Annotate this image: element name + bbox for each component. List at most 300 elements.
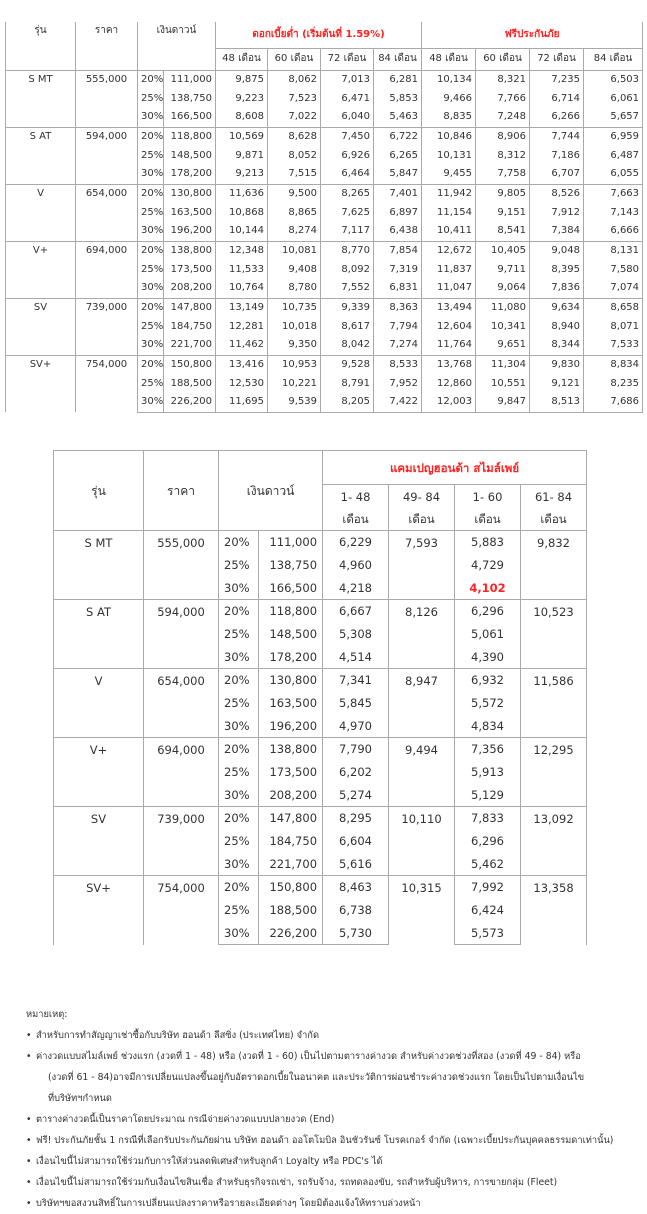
installment-free-insurance: 8,835 [422,108,476,127]
down-percent: 25% [138,203,164,222]
vehicle-price: 754,000 [76,355,138,412]
table-row [6,241,643,260]
installment-free-insurance: 9,651 [476,336,530,355]
installment-1-48: 5,616 [323,853,389,876]
table-row [6,70,643,89]
down-amount: 208,200 [164,279,216,298]
installment-1-48: 6,604 [323,830,389,853]
installment-free-insurance: 6,714 [530,89,584,108]
table-row [6,127,643,146]
vehicle-price: 739,000 [76,298,138,355]
installment-1-48: 8,463 [323,876,389,899]
installment-49-84: 8,126 [389,600,455,669]
installment-low-rate: 6,040 [321,108,374,127]
installment-free-insurance: 6,061 [584,89,643,108]
vehicle-price: 694,000 [144,738,219,807]
installment-free-insurance: 7,248 [476,108,530,127]
down-amount: 130,800 [259,669,323,692]
installment-1-60: 5,129 [455,784,521,807]
model-name: S AT [6,127,76,184]
model-name: SV+ [6,355,76,412]
installment-49-84: 8,947 [389,669,455,738]
table1-header-row [6,22,643,48]
model-name: S AT [54,600,144,669]
installment-free-insurance: 7,912 [530,203,584,222]
notes-section [26,1004,626,1214]
installment-free-insurance: 8,235 [584,374,643,393]
installment-1-48: 7,341 [323,669,389,692]
installment-1-60: 6,296 [455,600,521,623]
installment-1-48: 5,845 [323,692,389,715]
installment-1-60: 5,061 [455,623,521,646]
installment-free-insurance: 6,055 [584,165,643,184]
down-amount: 163,500 [259,692,323,715]
month-header: 72 เดือน [530,48,584,70]
installment-free-insurance: 10,341 [476,317,530,336]
down-amount: 188,500 [259,899,323,922]
installment-low-rate: 6,281 [374,70,422,89]
installment-1-48: 6,667 [323,600,389,623]
down-percent: 20% [138,127,164,146]
installment-1-60: 5,573 [455,922,521,945]
table-row [6,355,643,374]
down-amount: 150,800 [164,355,216,374]
installment-free-insurance: 10,551 [476,374,530,393]
installment-low-rate: 9,223 [216,89,268,108]
down-amount: 178,200 [259,646,323,669]
installment-1-60: 4,834 [455,715,521,738]
installment-1-60: 5,572 [455,692,521,715]
down-percent: 30% [219,922,259,945]
installment-low-rate: 8,533 [374,355,422,374]
installment-free-insurance: 9,830 [530,355,584,374]
vehicle-price: 654,000 [76,184,138,241]
down-amount: 138,800 [164,241,216,260]
down-amount: 166,500 [259,577,323,600]
vehicle-price: 555,000 [76,70,138,127]
table-row [54,738,587,761]
installment-low-rate: 10,221 [268,374,321,393]
down-percent: 30% [138,108,164,127]
month-header: 60 เดือน [476,48,530,70]
installment-49-84: 10,110 [389,807,455,876]
table-row [54,807,587,830]
down-percent: 25% [138,317,164,336]
installment-free-insurance: 9,847 [476,393,530,412]
installment-free-insurance: 8,321 [476,70,530,89]
installment-low-rate: 7,450 [321,127,374,146]
installment-low-rate: 8,062 [268,70,321,89]
installment-61-84: 9,832 [521,531,587,600]
month-header: 49- 84 เดือน [389,485,455,531]
installment-low-rate: 11,636 [216,184,268,203]
table-row [54,600,587,623]
down-percent: 20% [138,241,164,260]
installment-1-48: 6,738 [323,899,389,922]
table-row [54,531,587,554]
installment-low-rate: 9,213 [216,165,268,184]
down-amount: 173,500 [259,761,323,784]
installment-free-insurance: 6,266 [530,108,584,127]
installment-free-insurance: 11,047 [422,279,476,298]
header-smile-pay-campaign: แคมเปญฮอนด้า สไมล์เพย์ [323,451,587,485]
installment-49-84: 7,593 [389,531,455,600]
down-amount: 138,800 [259,738,323,761]
installment-low-rate: 6,926 [321,146,374,165]
installment-free-insurance: 8,658 [584,298,643,317]
note-item: • สำหรับการทำสัญญาเช่าซื้อกับบริษัท ฮอนด้า ลีสซิ่ง (ประเทศไทย) จำกัด [26,1025,626,1046]
down-percent: 20% [219,669,259,692]
installment-free-insurance: 8,906 [476,127,530,146]
down-amount: 147,800 [164,298,216,317]
table2-header-row [54,451,587,485]
installment-1-48: 5,274 [323,784,389,807]
installment-free-insurance: 10,131 [422,146,476,165]
installment-low-rate: 6,438 [374,222,422,241]
installment-low-rate: 9,408 [268,260,321,279]
installment-61-84: 13,358 [521,876,587,945]
down-amount: 147,800 [259,807,323,830]
down-amount: 118,800 [164,127,216,146]
installment-table-standard [5,22,643,413]
installment-free-insurance: 7,758 [476,165,530,184]
installment-low-rate: 6,471 [321,89,374,108]
installment-free-insurance: 11,080 [476,298,530,317]
installment-low-rate: 5,847 [374,165,422,184]
installment-free-insurance: 7,766 [476,89,530,108]
down-amount: 221,700 [259,853,323,876]
installment-low-rate: 8,274 [268,222,321,241]
installment-free-insurance: 10,846 [422,127,476,146]
vehicle-price: 654,000 [144,669,219,738]
installment-free-insurance: 9,634 [530,298,584,317]
installment-free-insurance: 12,003 [422,393,476,412]
note-continuation: (งวดที่ 61 - 84)อาจมีการเปลี่ยนแปลงขึ้นอยู่กับอัตราดอกเบี้ยในอนาคต และประวัติการผ่อนชำระค่างวดช่วงแรก โดยเป็นไปตามเงื่อนไข [48,1072,585,1083]
installment-low-rate: 7,274 [374,336,422,355]
installment-low-rate: 8,617 [321,317,374,336]
installment-low-rate: 9,871 [216,146,268,165]
installment-free-insurance: 12,672 [422,241,476,260]
down-percent: 25% [219,692,259,715]
vehicle-price: 694,000 [76,241,138,298]
installment-61-84: 12,295 [521,738,587,807]
installment-1-60: 5,913 [455,761,521,784]
down-percent: 30% [138,393,164,412]
down-amount: 166,500 [164,108,216,127]
installment-low-rate: 12,348 [216,241,268,260]
down-percent: 25% [219,761,259,784]
installment-free-insurance: 8,834 [584,355,643,374]
header-price: ราคา [144,451,219,531]
down-amount: 188,500 [164,374,216,393]
installment-1-48: 4,960 [323,554,389,577]
month-header: 84 เดือน [374,48,422,70]
installment-low-rate: 9,875 [216,70,268,89]
notes-list [26,1025,626,1214]
model-name: S MT [6,70,76,127]
table-row [54,876,587,899]
down-amount: 173,500 [164,260,216,279]
installment-1-60: 6,424 [455,899,521,922]
installment-free-insurance: 9,711 [476,260,530,279]
installment-free-insurance: 9,455 [422,165,476,184]
installment-free-insurance: 10,405 [476,241,530,260]
down-percent: 20% [219,876,259,899]
down-percent: 30% [219,715,259,738]
installment-free-insurance: 8,940 [530,317,584,336]
installment-free-insurance: 8,344 [530,336,584,355]
down-percent: 20% [138,355,164,374]
installment-low-rate: 8,363 [374,298,422,317]
installment-low-rate: 9,350 [268,336,321,355]
installment-49-84: 10,315 [389,876,455,945]
installment-low-rate: 6,831 [374,279,422,298]
down-percent: 30% [219,784,259,807]
down-amount: 226,200 [259,922,323,945]
installment-1-60: 7,992 [455,876,521,899]
table-row [54,669,587,692]
installment-low-rate: 7,625 [321,203,374,222]
header-model: รุ่น [6,22,76,70]
month-header: 84 เดือน [584,48,643,70]
installment-free-insurance: 8,541 [476,222,530,241]
model-name: SV+ [54,876,144,945]
down-percent: 25% [138,260,164,279]
header-price: ราคา [76,22,138,70]
installment-low-rate: 8,628 [268,127,321,146]
installment-free-insurance: 6,707 [530,165,584,184]
down-percent: 30% [138,165,164,184]
installment-free-insurance: 8,071 [584,317,643,336]
down-percent: 20% [138,70,164,89]
installment-free-insurance: 12,604 [422,317,476,336]
installment-low-rate: 10,953 [268,355,321,374]
vehicle-price: 594,000 [76,127,138,184]
down-percent: 25% [219,830,259,853]
note-text: ค่างวดแบบสไมล์เพย์ ช่วงแรก (งวดที่ 1 - 48) หรือ (งวดที่ 1 - 60) เป็นไปตามตารางค่างวด สำหรับค่างวดช่วงที่สอง (งวดที่ 49 - 84) หรือ [36,1051,581,1062]
installment-low-rate: 8,265 [321,184,374,203]
vehicle-price: 739,000 [144,807,219,876]
note-item [26,1046,626,1067]
installment-free-insurance: 10,411 [422,222,476,241]
down-percent: 20% [219,738,259,761]
note-item: • บริษัทฯขอสงวนสิทธิ์ในการเปลี่ยนแปลงราคาหรือรายละเอียดต่างๆ โดยมิต้องแจ้งให้ทราบล่วงหน้า [26,1193,626,1214]
down-amount: 148,500 [259,623,323,646]
installment-low-rate: 9,500 [268,184,321,203]
installment-low-rate: 10,569 [216,127,268,146]
down-percent: 25% [219,623,259,646]
note-item: • เงื่อนไขนี้ไม่สามารถใช้ร่วมกับการให้ส่วนลดพิเศษสำหรับลูกค้า Loyalty หรือ PDC's ได้ [26,1151,626,1172]
installment-low-rate: 10,868 [216,203,268,222]
installment-free-insurance: 7,384 [530,222,584,241]
month-header: 61- 84 เดือน [521,485,587,531]
down-amount: 138,750 [164,89,216,108]
down-percent: 20% [138,298,164,317]
installment-free-insurance: 9,805 [476,184,530,203]
installment-low-rate: 8,780 [268,279,321,298]
installment-table-smile-pay [53,450,587,945]
installment-free-insurance: 6,666 [584,222,643,241]
installment-low-rate: 12,530 [216,374,268,393]
installment-low-rate: 7,515 [268,165,321,184]
down-percent: 20% [138,184,164,203]
installment-free-insurance: 8,131 [584,241,643,260]
installment-1-48: 6,229 [323,531,389,554]
installment-free-insurance: 6,959 [584,127,643,146]
header-low-interest: ดอกเบี้ยต่ำ (เริ่มต้นที่ 1.59%) [216,22,422,48]
installment-low-rate: 6,722 [374,127,422,146]
down-percent: 25% [138,146,164,165]
installment-free-insurance: 9,466 [422,89,476,108]
installment-free-insurance: 7,836 [530,279,584,298]
installment-free-insurance: 7,186 [530,146,584,165]
installment-free-insurance: 7,686 [584,393,643,412]
model-name: S MT [54,531,144,600]
installment-low-rate: 9,539 [268,393,321,412]
installment-low-rate: 8,042 [321,336,374,355]
notes-title: หมายเหตุ: [26,1009,68,1020]
installment-free-insurance: 9,048 [530,241,584,260]
month-header: 1- 48 เดือน [323,485,389,531]
installment-free-insurance: 7,235 [530,70,584,89]
installment-low-rate: 7,319 [374,260,422,279]
installment-low-rate: 8,092 [321,260,374,279]
installment-free-insurance: 9,064 [476,279,530,298]
installment-low-rate: 10,764 [216,279,268,298]
installment-free-insurance: 11,942 [422,184,476,203]
model-name: V [54,669,144,738]
installment-1-60: 6,932 [455,669,521,692]
model-name: SV [54,807,144,876]
installment-free-insurance: 9,151 [476,203,530,222]
installment-low-rate: 7,117 [321,222,374,241]
installment-low-rate: 6,897 [374,203,422,222]
installment-low-rate: 7,794 [374,317,422,336]
table-row [6,184,643,203]
installment-low-rate: 7,523 [268,89,321,108]
down-percent: 20% [219,531,259,554]
installment-1-48: 8,295 [323,807,389,830]
installment-low-rate: 8,770 [321,241,374,260]
installment-1-60: 4,102 [455,577,521,600]
installment-61-84: 13,092 [521,807,587,876]
installment-free-insurance: 7,533 [584,336,643,355]
vehicle-price: 594,000 [144,600,219,669]
installment-1-48: 4,218 [323,577,389,600]
month-header: 48 เดือน [216,48,268,70]
down-amount: 196,200 [259,715,323,738]
down-percent: 30% [138,222,164,241]
note-item: • เงื่อนไขนี้ไม่สามารถใช้ร่วมกับเงื่อนไขสินเชื่อ สำหรับธุรกิจรถเช่า, รถรับจ้าง, รถทดลองขับ, รถสำหรับผู้บริหาร, การขายกลุ่ม (Fleet) [26,1172,626,1193]
month-header: 48 เดือน [422,48,476,70]
installment-low-rate: 5,853 [374,89,422,108]
down-amount: 178,200 [164,165,216,184]
model-name: V+ [54,738,144,807]
down-percent: 25% [219,899,259,922]
installment-1-60: 4,390 [455,646,521,669]
installment-1-60: 5,883 [455,531,521,554]
installment-low-rate: 7,952 [374,374,422,393]
installment-low-rate: 10,018 [268,317,321,336]
installment-low-rate: 11,462 [216,336,268,355]
installment-low-rate: 7,013 [321,70,374,89]
down-amount: 118,800 [259,600,323,623]
installment-free-insurance: 8,513 [530,393,584,412]
installment-49-84: 9,494 [389,738,455,807]
installment-low-rate: 9,528 [321,355,374,374]
model-name: V [6,184,76,241]
note-item: • ตารางค่างวดนี้เป็นราคาโดยประมาณ กรณีจ่ายค่างวดแบบปลายงวด (End) [26,1109,626,1130]
installment-free-insurance: 8,395 [530,260,584,279]
installment-free-insurance: 7,580 [584,260,643,279]
installment-1-48: 5,308 [323,623,389,646]
installment-1-48: 5,730 [323,922,389,945]
down-percent: 30% [219,646,259,669]
header-model: รุ่น [54,451,144,531]
installment-free-insurance: 11,154 [422,203,476,222]
installment-1-48: 7,790 [323,738,389,761]
installment-1-48: 4,514 [323,646,389,669]
installment-free-insurance: 12,860 [422,374,476,393]
vehicle-price: 754,000 [144,876,219,945]
table2-body [54,451,587,945]
installment-low-rate: 12,281 [216,317,268,336]
down-amount: 111,000 [164,70,216,89]
down-percent: 20% [219,807,259,830]
vehicle-price: 555,000 [144,531,219,600]
down-percent: 25% [138,89,164,108]
installment-free-insurance: 11,304 [476,355,530,374]
model-name: V+ [6,241,76,298]
installment-low-rate: 10,081 [268,241,321,260]
month-header: 1- 60 เดือน [455,485,521,531]
down-amount: 208,200 [259,784,323,807]
down-amount: 148,500 [164,146,216,165]
installment-low-rate: 13,149 [216,298,268,317]
installment-low-rate: 5,463 [374,108,422,127]
month-header: 72 เดือน [321,48,374,70]
installment-free-insurance: 9,121 [530,374,584,393]
installment-low-rate: 8,865 [268,203,321,222]
installment-free-insurance: 13,494 [422,298,476,317]
down-amount: 184,750 [259,830,323,853]
installment-low-rate: 8,052 [268,146,321,165]
installment-free-insurance: 7,143 [584,203,643,222]
down-percent: 20% [219,600,259,623]
installment-low-rate: 10,144 [216,222,268,241]
down-amount: 196,200 [164,222,216,241]
installment-free-insurance: 8,312 [476,146,530,165]
note-continuation: ที่บริษัทฯกำหนด [48,1093,112,1104]
installment-low-rate: 6,265 [374,146,422,165]
down-amount: 226,200 [164,393,216,412]
installment-free-insurance: 7,744 [530,127,584,146]
down-amount: 163,500 [164,203,216,222]
installment-1-60: 7,833 [455,807,521,830]
installment-1-48: 6,202 [323,761,389,784]
installment-free-insurance: 13,768 [422,355,476,374]
installment-free-insurance: 11,837 [422,260,476,279]
installment-low-rate: 7,401 [374,184,422,203]
installment-1-60: 4,729 [455,554,521,577]
installment-free-insurance: 10,134 [422,70,476,89]
installment-low-rate: 9,339 [321,298,374,317]
down-amount: 138,750 [259,554,323,577]
installment-free-insurance: 7,074 [584,279,643,298]
installment-free-insurance: 8,526 [530,184,584,203]
installment-low-rate: 8,608 [216,108,268,127]
installment-low-rate: 7,854 [374,241,422,260]
